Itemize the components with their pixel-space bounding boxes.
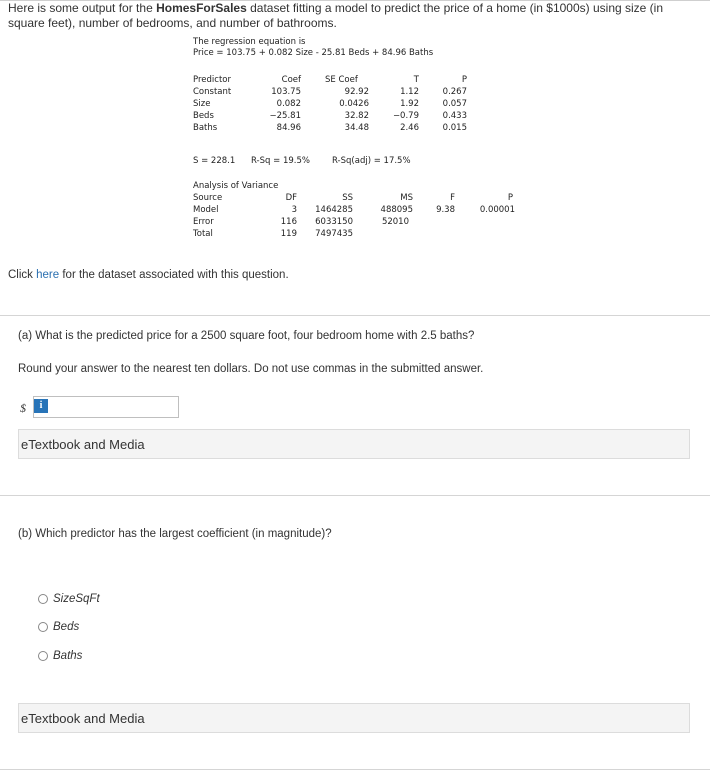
dataset-name: HomesForSales	[156, 1, 247, 15]
anova-row-error-source: Error	[193, 217, 214, 227]
coef-row-size-predictor: Size	[193, 99, 211, 109]
coef-row-baths-coef: 84.96	[276, 123, 301, 133]
anova-row-model-ms: 488095	[380, 205, 413, 215]
coef-header-t: T	[413, 75, 419, 85]
anova-header-p: P	[507, 193, 513, 203]
coef-row-constant-se: 92.92	[344, 87, 369, 97]
coef-row-size-p: 0.057	[442, 99, 467, 109]
dataset-link[interactable]: here	[36, 269, 60, 281]
anova-row-model-source: Model	[193, 205, 219, 215]
coef-row-baths-se: 34.48	[344, 123, 369, 133]
fit-stat-s: S = 228.1	[193, 156, 236, 166]
coef-row-baths-p: 0.015	[442, 123, 467, 133]
divider	[0, 315, 710, 316]
coef-row-beds-predictor: Beds	[193, 111, 214, 121]
coef-row-constant-p: 0.267	[442, 87, 467, 97]
coef-row-baths-predictor: Baths	[193, 123, 218, 133]
coef-row-constant-t: 1.12	[400, 87, 419, 97]
anova-header-df: DF	[285, 193, 297, 203]
coef-row-beds-se: 32.82	[344, 111, 369, 121]
option-label: Beds	[53, 621, 80, 633]
coef-row-baths-t: 2.46	[400, 123, 419, 133]
fit-stat-rsq: R-Sq = 19.5%	[251, 156, 310, 166]
coef-row-beds-coef: −25.81	[269, 111, 301, 121]
anova-row-model-p: 0.00001	[479, 205, 515, 215]
etextbook-media-b[interactable]: eTextbook and Media	[18, 703, 690, 733]
part-a-question: (a) What is the predicted price for a 2500 square foot, four bedroom home with 2.5 baths?	[18, 330, 475, 342]
radio-button[interactable]	[38, 594, 48, 604]
anova-row-model-ss: 1464285	[315, 205, 353, 215]
anova-row-total-df: 119	[280, 229, 297, 239]
divider	[0, 495, 710, 496]
anova-row-error-df: 116	[280, 217, 297, 227]
fit-stat-rsq-adj: R-Sq(adj) = 17.5%	[332, 156, 411, 166]
coef-row-size-se: 0.0426	[339, 99, 369, 109]
part-a-instruction: Round your answer to the nearest ten dollars. Do not use commas in the submitted answer.	[18, 363, 484, 375]
option-label: SizeSqFt	[53, 593, 100, 605]
part-b-question: (b) Which predictor has the largest coefficient (in magnitude)?	[18, 528, 332, 540]
radio-button[interactable]	[38, 622, 48, 632]
coef-row-beds-p: 0.433	[442, 111, 467, 121]
etextbook-media-a[interactable]: eTextbook and Media	[18, 429, 690, 459]
coef-row-size-t: 1.92	[400, 99, 419, 109]
anova-row-model-f: 9.38	[436, 205, 455, 215]
anova-row-total-source: Total	[193, 229, 213, 239]
answer-input[interactable]	[33, 396, 179, 418]
dataset-line: Click here for the dataset associated with this question.	[8, 269, 289, 281]
anova-row-error-ms: 52010	[381, 217, 409, 227]
anova-heading: Analysis of Variance	[193, 181, 279, 191]
anova-header-source: Source	[193, 193, 223, 203]
divider	[0, 769, 710, 770]
coef-row-size-coef: 0.082	[276, 99, 301, 109]
radio-button[interactable]	[38, 651, 48, 661]
coef-row-constant-predictor: Constant	[193, 87, 232, 97]
anova-row-total-ss: 7497435	[315, 229, 353, 239]
anova-header-ms: MS	[400, 193, 413, 203]
coef-row-constant-coef: 103.75	[271, 87, 301, 97]
coef-header-secoef: SE Coef	[325, 75, 358, 85]
anova-row-error-ss: 6033150	[315, 217, 353, 227]
currency-symbol: $	[20, 401, 26, 415]
anova-header-f: F	[450, 193, 455, 203]
coef-header-predictor: Predictor	[193, 75, 231, 85]
anova-row-model-df: 3	[291, 205, 297, 215]
option-label: Baths	[53, 650, 83, 662]
equation-heading: The regression equation is	[193, 37, 306, 47]
coef-header-p: P	[461, 75, 467, 85]
coef-header-coef: Coef	[281, 75, 301, 85]
regression-equation: Price = 103.75 + 0.082 Size - 25.81 Beds + 84.96 Baths	[193, 48, 434, 58]
info-icon[interactable]: i	[34, 399, 48, 413]
anova-header-ss: SS	[342, 193, 353, 203]
coef-row-beds-t: −0.79	[392, 111, 419, 121]
question-intro: Here is some output for the HomesForSales dataset fitting a model to predict the price of a home (in $1000s) using size (in square feet), number of bedrooms, and number of bathrooms.	[8, 1, 664, 30]
